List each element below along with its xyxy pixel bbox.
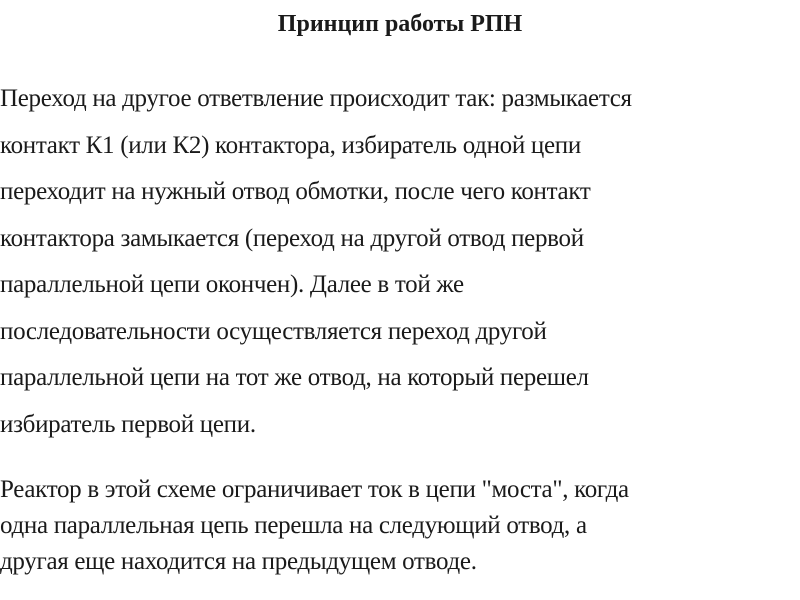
slide-title: Принцип работы РПН bbox=[277, 11, 523, 37]
paragraph-2-line: Реактор в этой схеме ограничивает ток в цепи "моста", когда bbox=[0, 476, 629, 503]
paragraph-1-line: параллельной цепи на тот же отвод, на который перешел bbox=[0, 364, 589, 391]
paragraph-1-line: параллельной цепи окончен). Далее в той же bbox=[0, 271, 464, 298]
paragraph-1-line: контактора замыкается (переход на другой отвод первой bbox=[0, 224, 584, 252]
paragraph-1-line: Переход на другое ответвление происходит так: размыкается bbox=[0, 85, 632, 112]
paragraph-2 bbox=[0, 472, 800, 580]
paragraph-2-line: одна параллельная цепь перешла на следующий отвод, а bbox=[0, 512, 587, 539]
paragraph-1-line: контакт К1 (или К2) контактора, избиратель одной цепи bbox=[0, 131, 581, 159]
paragraph-1-line: избиратель первой цепи. bbox=[0, 410, 256, 438]
paragraph-1 bbox=[0, 76, 800, 448]
paragraph-1-line: последовательности осуществляется переход другой bbox=[0, 317, 547, 345]
paragraph-1-line: переходит на нужный отвод обмотки, после чего контакт bbox=[0, 178, 591, 205]
paragraph-2-line: другая еще находится на предыдущем отводе. bbox=[0, 548, 477, 575]
